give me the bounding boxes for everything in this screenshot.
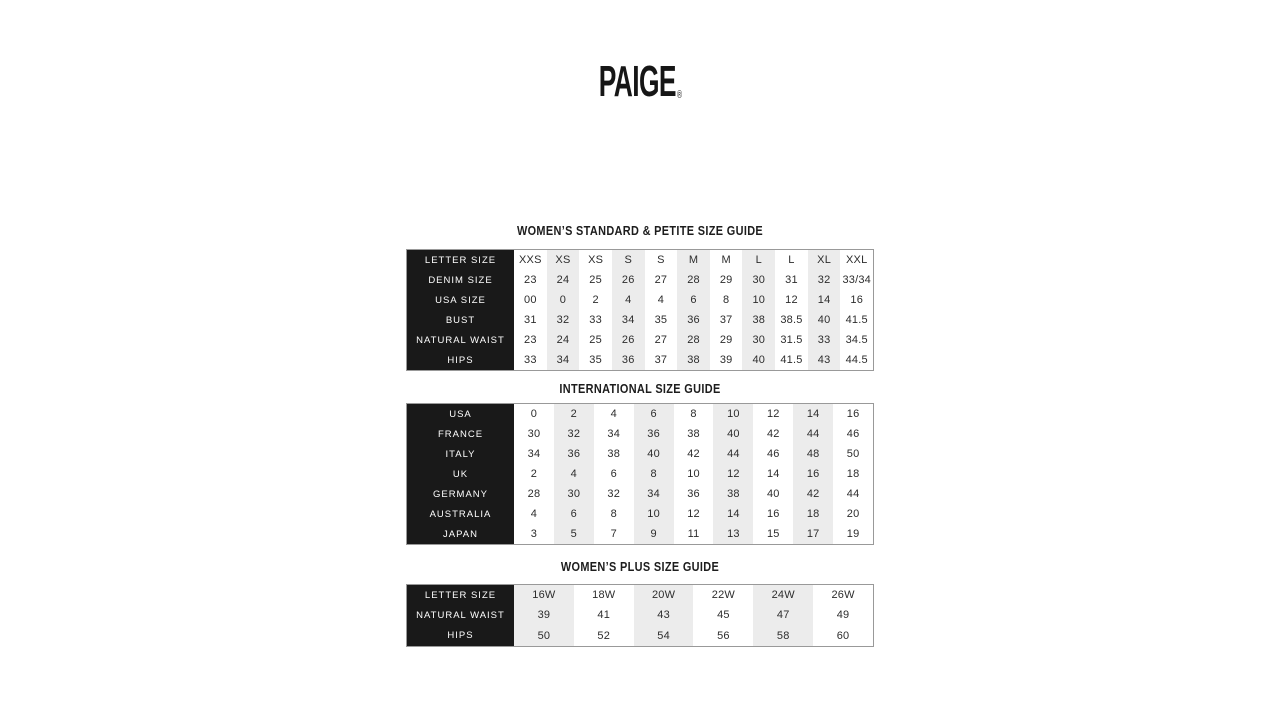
table-cell: 8 [634,464,674,484]
brand-logo-text: PAIGE [598,57,676,106]
table-cell: 44 [846,488,860,500]
table-cell: 15 [766,528,780,540]
table-cell: 27 [654,334,668,346]
table-cell: 23 [524,274,537,286]
table-cell: 44.5 [845,354,868,366]
row-header-cell: HIPS [407,350,514,370]
international-guide-title: INTERNATIONAL SIZE GUIDE [559,381,721,396]
table-cell: 18 [846,468,860,480]
table-cell: 38 [687,428,700,440]
table-cell: 10 [713,404,753,424]
table-cell: 32 [607,488,621,500]
table-cell: 32 [554,424,594,444]
table-row [407,524,873,544]
table-cell: 56 [717,629,730,642]
table-cell: 2 [592,294,599,306]
row-header-cell: NATURAL WAIST [407,605,514,625]
table-cell: 14 [766,468,780,480]
table-cell: 43 [634,605,694,625]
table-cell: 34 [607,428,621,440]
table-cell: 13 [713,524,753,544]
table-cell: 16W [514,585,574,605]
table-row [407,504,873,524]
table-cell: L [788,254,795,266]
table-cell: 50 [514,626,574,646]
table-cell: 6 [610,468,617,480]
table-cell: M [721,254,731,266]
table-cell: 12 [687,508,700,520]
table-cell: 36 [634,424,674,444]
table-row [407,350,873,370]
section-international-size-guide [406,382,874,545]
row-header-cell: NATURAL WAIST [407,330,514,350]
table-cell: 30 [742,330,775,350]
table-row [407,605,873,625]
table-cell: 7 [610,528,617,540]
table-cell: 40 [766,488,780,500]
table-cell: 16 [850,294,864,306]
table-row [407,424,873,444]
table-cell: 46 [766,448,780,460]
table-cell: 40 [713,424,753,444]
table-cell: 45 [717,609,730,622]
table-cell: 38 [742,310,775,330]
table-cell: 52 [597,629,611,642]
table-cell: 2 [530,468,538,480]
table-cell: 26 [612,270,645,290]
table-cell: 32 [808,270,841,290]
table-cell: 37 [654,354,668,366]
table-cell: 26 [612,330,645,350]
row-header-cell: BUST [407,310,514,330]
table-cell: 2 [554,404,594,424]
table-cell: 24W [753,585,813,605]
table-cell: 31 [524,314,537,326]
table-row [407,464,873,484]
table-cell: XXL [846,254,868,266]
table-cell: 4 [610,408,617,420]
row-header-cell: AUSTRALIA [407,504,514,524]
table-cell: 33 [808,330,841,350]
table-cell: 22W [711,589,735,602]
table-cell: 41.5 [845,314,868,326]
table-cell: 40 [808,310,841,330]
table-row [407,626,873,646]
table-cell: 29 [719,334,733,346]
section-standard-petite-size-guide [406,224,874,371]
brand-logo [0,57,1280,106]
table-cell: 31 [785,274,798,286]
table-cell: 43 [808,350,841,370]
table-cell: 31.5 [780,334,803,346]
table-cell: 33/34 [842,274,871,286]
table-cell: 16 [846,408,860,420]
table-cell: 34 [612,310,645,330]
table-row [407,484,873,504]
table-cell: 5 [554,524,594,544]
table-cell: XL [808,250,841,270]
table-cell: 12 [785,294,798,306]
table-cell: 38 [677,350,710,370]
table-cell: 44 [713,444,753,464]
table-row [407,330,873,350]
table-cell: 27 [654,274,668,286]
size-guide-content [406,224,874,647]
table-cell: 58 [753,626,813,646]
table-row [407,404,873,424]
row-header-cell: UK [407,464,514,484]
table-cell: 41.5 [780,354,803,366]
table-cell: 28 [527,488,541,500]
table-cell: 50 [846,448,860,460]
table-cell: 34 [547,350,580,370]
table-cell: 34 [634,484,674,504]
table-cell: 37 [719,314,733,326]
table-cell: 12 [766,408,780,420]
row-header-cell: USA [407,404,514,424]
table-cell: 36 [687,488,700,500]
table-cell: 8 [723,294,730,306]
brand-logo-mark [598,57,682,106]
table-row [407,310,873,330]
table-cell: S [612,250,645,270]
row-header-cell: JAPAN [407,524,514,544]
row-header-cell: DENIM SIZE [407,270,514,290]
table-cell: 34.5 [845,334,868,346]
plus-guide-title: WOMEN’S PLUS SIZE GUIDE [560,559,720,574]
table-row [407,585,873,605]
table-cell: L [742,250,775,270]
table-cell: 33 [524,354,537,366]
table-cell: 17 [793,524,833,544]
table-cell: 0 [530,408,538,420]
table-cell: 29 [719,274,733,286]
table-cell: 30 [554,484,594,504]
table-cell: 25 [589,274,602,286]
table-cell: 39 [719,354,733,366]
table-cell: 46 [846,428,860,440]
table-cell: 6 [554,504,594,524]
table-row [407,250,873,270]
table-cell: 14 [713,504,753,524]
table-cell: XS [588,254,604,266]
row-header-cell: GERMANY [407,484,514,504]
table-cell: 10 [742,290,775,310]
table-cell: 35 [654,314,668,326]
table-cell: 42 [687,448,700,460]
row-header-cell: ITALY [407,444,514,464]
table-cell: 30 [527,428,541,440]
table-cell: 16 [766,508,780,520]
table-cell: M [677,250,710,270]
international-size-table [406,403,874,545]
table-row [407,270,873,290]
table-cell: 12 [713,464,753,484]
table-cell: 49 [836,609,850,622]
table-cell: 28 [677,330,710,350]
table-cell: 25 [589,334,602,346]
table-cell: 00 [524,294,537,306]
table-cell: 38 [607,448,621,460]
table-cell: 18W [592,589,616,602]
section-plus-size-guide [406,560,874,647]
table-cell: 14 [793,404,833,424]
standard-petite-size-table [406,249,874,371]
table-cell: 14 [808,290,841,310]
table-cell: 23 [524,334,537,346]
table-cell: 24 [547,270,580,290]
table-cell: 11 [687,528,700,540]
table-cell: 4 [612,290,645,310]
table-cell: 36 [612,350,645,370]
table-cell: 60 [836,629,850,642]
table-cell: 3 [530,528,538,540]
table-cell: 54 [634,626,694,646]
table-cell: 18 [793,504,833,524]
table-cell: 4 [554,464,594,484]
table-cell: 6 [634,404,674,424]
table-cell: 42 [766,428,780,440]
table-cell: 20W [634,585,694,605]
table-row [407,444,873,464]
table-cell: 38 [713,484,753,504]
registered-trademark-icon: ® [676,89,682,101]
table-cell: 9 [634,524,674,544]
row-header-cell: LETTER SIZE [407,585,514,605]
table-cell: 47 [753,605,813,625]
table-cell: 33 [589,314,602,326]
table-cell: 4 [530,508,538,520]
table-cell: 10 [634,504,674,524]
table-cell: 34 [527,448,541,460]
table-cell: 20 [846,508,860,520]
table-cell: 44 [793,424,833,444]
row-header-cell: USA SIZE [407,290,514,310]
table-cell: 40 [634,444,674,464]
table-cell: XS [547,250,580,270]
table-cell: 10 [687,468,700,480]
row-header-cell: LETTER SIZE [407,250,514,270]
plus-size-table [406,584,874,647]
standard-petite-guide-title: WOMEN’S STANDARD & PETITE SIZE GUIDE [516,223,764,238]
table-cell: 38.5 [780,314,803,326]
table-row [407,290,873,310]
table-cell: 48 [793,444,833,464]
table-cell: 0 [547,290,580,310]
table-cell: XXS [519,254,542,266]
table-cell: 41 [597,609,611,622]
table-cell: 36 [554,444,594,464]
table-cell: 8 [610,508,617,520]
table-cell: 24 [547,330,580,350]
table-cell: 8 [690,408,697,420]
table-cell: 35 [589,354,602,366]
row-header-cell: FRANCE [407,424,514,444]
table-cell: 36 [677,310,710,330]
table-cell: 26W [831,589,855,602]
table-cell: 4 [657,294,665,306]
row-header-cell: HIPS [407,626,514,646]
table-cell: 40 [742,350,775,370]
table-cell: S [657,254,665,266]
table-cell: 28 [677,270,710,290]
table-cell: 42 [793,484,833,504]
table-cell: 19 [846,528,860,540]
table-cell: 6 [677,290,710,310]
table-cell: 32 [547,310,580,330]
table-cell: 30 [742,270,775,290]
table-cell: 39 [514,605,574,625]
table-cell: 16 [793,464,833,484]
